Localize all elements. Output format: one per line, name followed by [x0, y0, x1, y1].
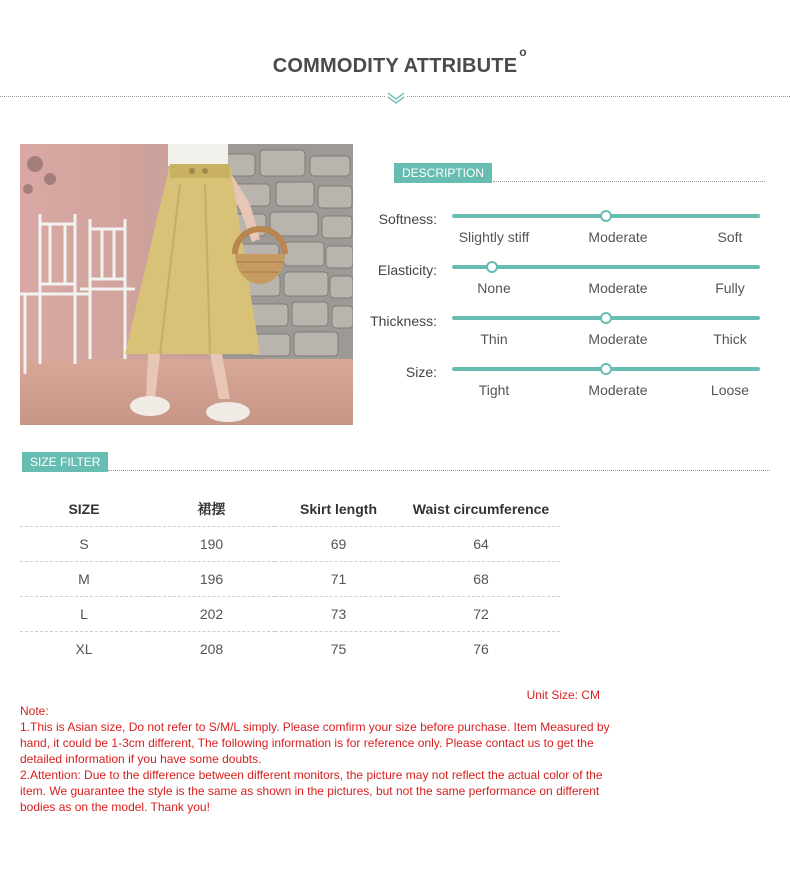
notes-title: Note:	[20, 704, 49, 718]
attribute-label: Elasticity:	[377, 262, 437, 278]
cell-hem: 190	[148, 527, 275, 562]
col-hem-header: 裙摆	[148, 492, 275, 527]
size-filter-divider	[108, 470, 770, 471]
cell-waist: 76	[402, 632, 560, 667]
attribute-option: Slightly stiff	[458, 229, 530, 245]
table-row	[20, 562, 560, 597]
note-line-1: 1.This is Asian size, Do not refer to S/M/L simply. Please comfirm your size before purchase. Item Measured by hand, it could be 1-3cm different, The following information is for reference only. Please contact us to get the detailed information if you have some doubts.	[20, 720, 610, 766]
attribute-option: Moderate	[588, 229, 648, 245]
attribute-label: Softness:	[378, 211, 437, 227]
attribute-option: Moderate	[588, 382, 648, 398]
description-tag: DESCRIPTION	[394, 163, 492, 183]
col-size-header: SIZE	[20, 492, 148, 527]
unit-size-label: Unit Size: CM	[526, 688, 600, 702]
attribute-slider-knob	[600, 312, 612, 324]
degree-mark: o	[519, 45, 527, 59]
header-divider-right	[407, 96, 790, 97]
attribute-slider-knob	[600, 363, 612, 375]
col-skirt-length-header: Skirt length	[275, 492, 402, 527]
table-row	[20, 597, 560, 632]
cell-waist: 72	[402, 597, 560, 632]
attribute-option: Moderate	[588, 280, 648, 296]
attribute-option: Moderate	[588, 331, 648, 347]
table-header-row	[20, 492, 560, 527]
attribute-option: Tight	[478, 382, 510, 398]
attribute-option: Fully	[715, 280, 745, 296]
attribute-label: Thickness:	[370, 313, 437, 329]
cell-hem: 196	[148, 562, 275, 597]
double-chevron-down-icon	[386, 91, 406, 105]
cell-hem: 208	[148, 632, 275, 667]
table-row	[20, 632, 560, 667]
cell-size: XL	[20, 632, 148, 667]
cell-size: L	[20, 597, 148, 632]
size-filter-tag: SIZE FILTER	[22, 452, 108, 472]
size-table	[20, 492, 560, 666]
section-title	[0, 45, 790, 78]
attribute-slider-track	[452, 265, 760, 269]
notes-block	[20, 703, 610, 815]
cell-size: M	[20, 562, 148, 597]
header-divider-left	[0, 96, 385, 97]
note-line-2: 2.Attention: Due to the difference between different monitors, the picture may not reflect the actual color of the item. We guarantee the style is the same as shown in the pictures, but not the same performance on different bodies as on the model. Thank you!	[20, 768, 603, 814]
attribute-option: Loose	[710, 382, 750, 398]
product-photo	[20, 144, 353, 425]
section-title-text: COMMODITY ATTRIBUTE	[272, 55, 518, 77]
cell-skirt-length: 75	[275, 632, 402, 667]
cell-skirt-length: 71	[275, 562, 402, 597]
col-waist-header: Waist circumference	[402, 492, 560, 527]
attribute-slider-knob	[486, 261, 498, 273]
attribute-option: Thick	[713, 331, 747, 347]
table-row	[20, 527, 560, 562]
cell-size: S	[20, 527, 148, 562]
attribute-slider-knob	[600, 210, 612, 222]
attribute-option: Soft	[717, 229, 743, 245]
description-divider	[493, 181, 765, 182]
cell-waist: 64	[402, 527, 560, 562]
attribute-option: None	[477, 280, 511, 296]
attribute-label: Size:	[405, 364, 437, 380]
cell-skirt-length: 69	[275, 527, 402, 562]
cell-skirt-length: 73	[275, 597, 402, 632]
cell-hem: 202	[148, 597, 275, 632]
cell-waist: 68	[402, 562, 560, 597]
attribute-option: Thin	[480, 331, 508, 347]
